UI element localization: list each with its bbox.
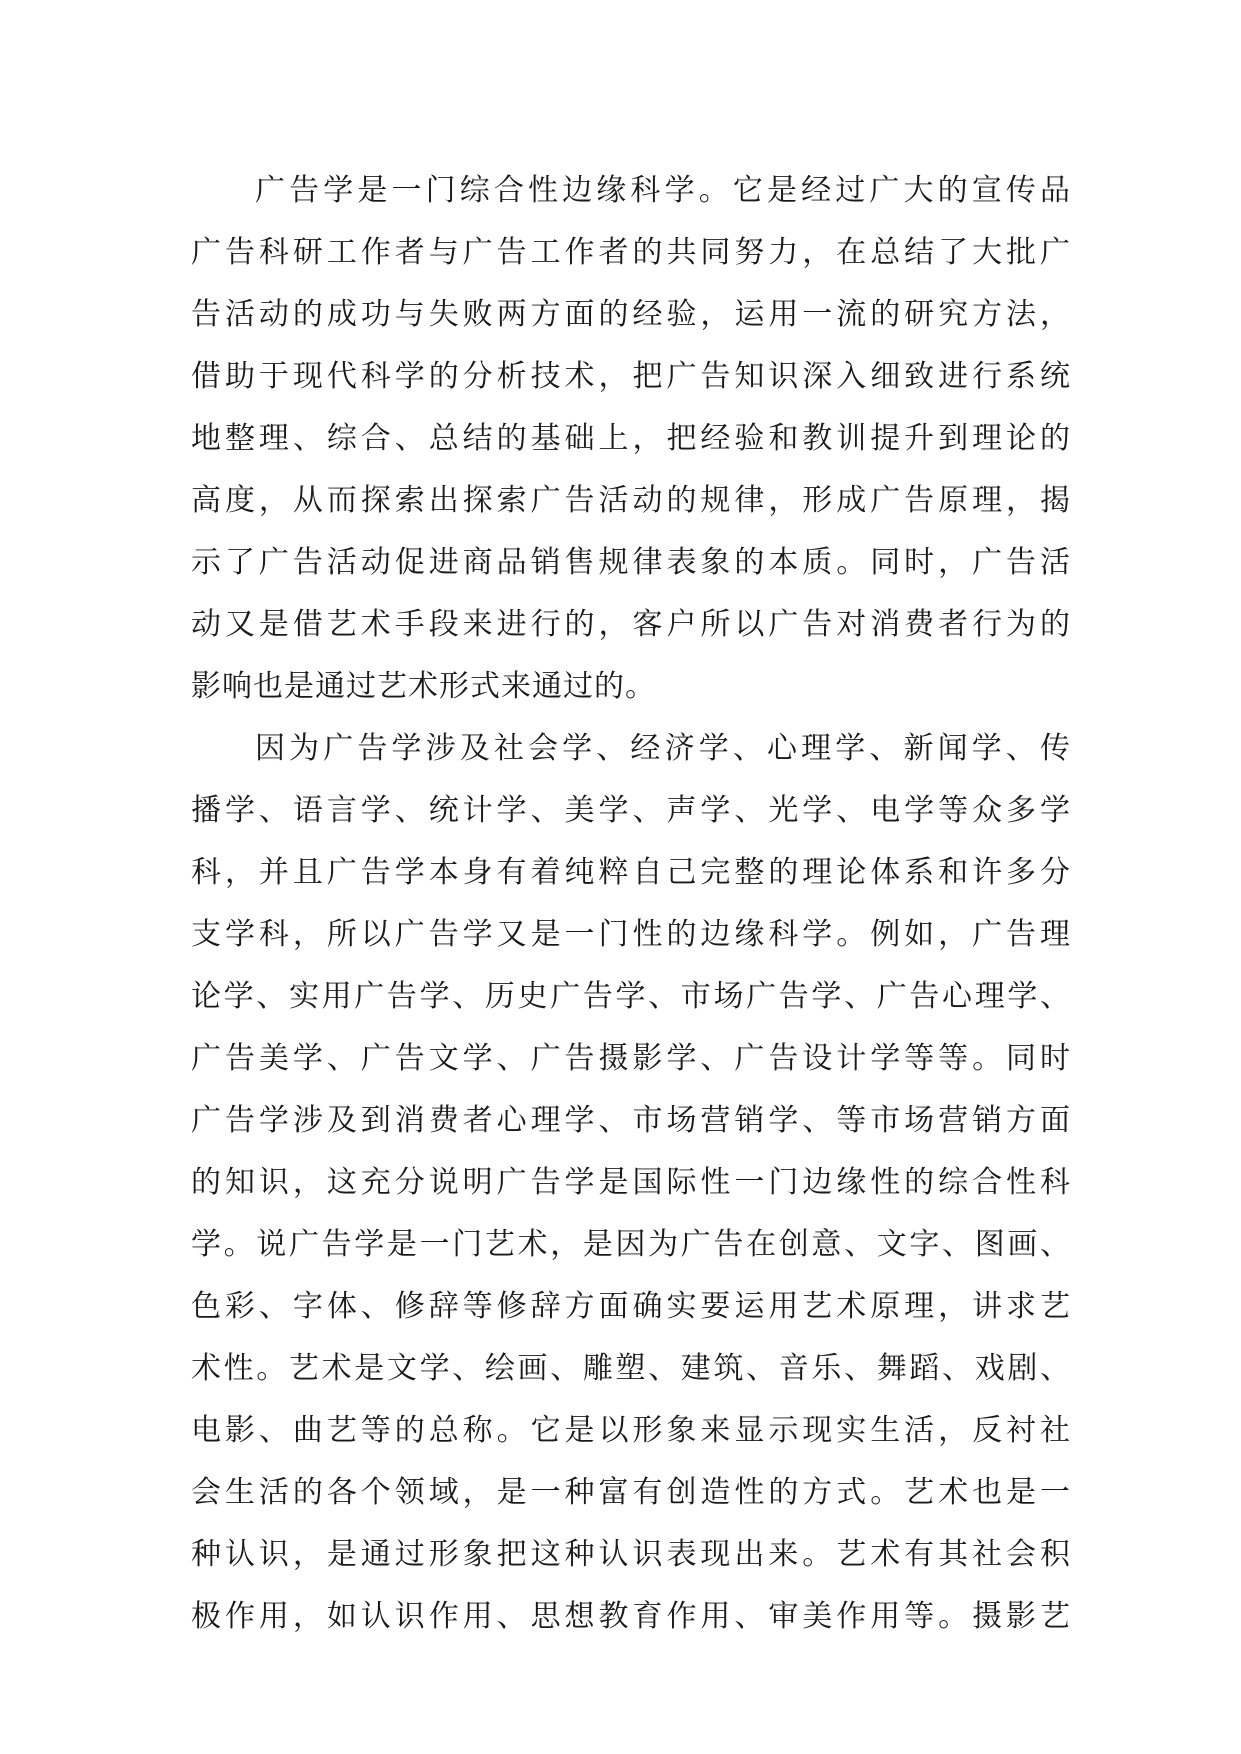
text-line: 广告学涉及到消费者心理学、市场营销学、等市场营销方面 (191, 1103, 1071, 1138)
text-line: 色彩、字体、修辞等修辞方面确实要运用艺术原理，讲求艺 (191, 1289, 1071, 1324)
text-line: 播学、语言学、统计学、美学、声学、光学、电学等众多学 (191, 793, 1071, 828)
text-line: 地整理、综合、总结的基础上，把经验和教训提升到理论的 (191, 421, 1071, 456)
text-line: 借助于现代科学的分析技术，把广告知识深入细致进行系统 (191, 359, 1071, 394)
text-line: 因为广告学涉及社会学、经济学、心理学、新闻学、传 (255, 731, 1071, 766)
text-line: 高度，从而探索出探索广告活动的规律，形成广告原理，揭 (191, 483, 1071, 518)
text-line: 会生活的各个领域，是一种富有创造性的方式。艺术也是一 (191, 1475, 1071, 1510)
text-line: 广告学是一门综合性边缘科学。它是经过广大的宣传品 (255, 173, 1071, 208)
text-line: 电影、曲艺等的总称。它是以形象来显示现实生活，反衬社 (191, 1413, 1071, 1448)
text-line: 的知识，这充分说明广告学是国际性一门边缘性的综合性科 (191, 1165, 1071, 1200)
text-line: 支学科，所以广告学又是一门性的边缘科学。例如，广告理 (191, 917, 1071, 952)
text-line: 动又是借艺术手段来进行的，客户所以广告对消费者行为的 (191, 607, 1071, 642)
text-line: 广告美学、广告文学、广告摄影学、广告设计学等等。同时 (191, 1041, 1071, 1076)
text-line: 科，并且广告学本身有着纯粹自己完整的理论体系和许多分 (191, 855, 1071, 890)
text-line: 告活动的成功与失败两方面的经验，运用一流的研究方法， (191, 297, 1071, 332)
text-line: 论学、实用广告学、历史广告学、市场广告学、广告心理学、 (191, 979, 1071, 1014)
text-line: 种认识，是通过形象把这种认识表现出来。艺术有其社会积 (191, 1537, 1071, 1572)
text-line: 示了广告活动促进商品销售规律表象的本质。同时，广告活 (191, 545, 1071, 580)
body-text (191, 160, 1071, 1648)
text-line: 极作用，如认识作用、思想教育作用、审美作用等。摄影艺 (191, 1599, 1071, 1634)
text-line: 影响也是通过艺术形式来通过的。 (191, 669, 656, 704)
text-line: 术性。艺术是文学、绘画、雕塑、建筑、音乐、舞蹈、戏剧、 (191, 1351, 1071, 1386)
text-line: 学。说广告学是一门艺术，是因为广告在创意、文字、图画、 (191, 1227, 1071, 1262)
paragraph-1 (191, 160, 1071, 718)
paragraph-2 (191, 718, 1071, 1648)
text-line: 广告科研工作者与广告工作者的共同努力，在总结了大批广 (191, 235, 1071, 270)
